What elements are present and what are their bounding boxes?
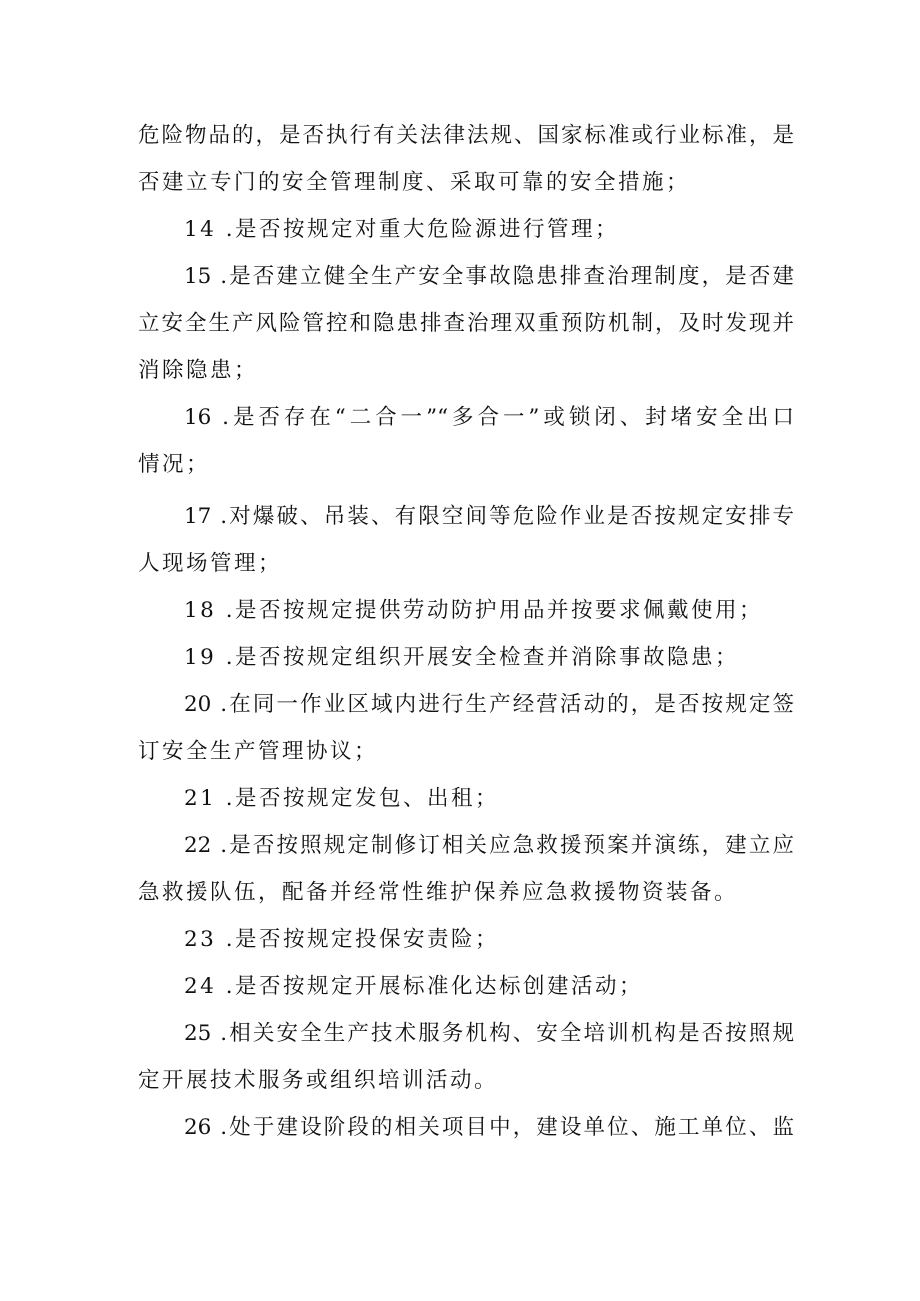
item-20: 20 .在同一作业区域内进行生产经营活动的，是否按规定签 [184,692,794,717]
item-14: 14 .是否按规定对重大危险源进行管理； [184,217,620,242]
text-line: 情况； [138,452,211,477]
item-19: 19 .是否按规定组织开展安全检查并消除事故隐患； [184,645,740,670]
item-25: 25 .相关安全生产技术服务机构、安全培训机构是否按照规 [184,1021,794,1046]
text-line: 定开展技术服务或组织培训活动。 [138,1068,499,1093]
item-17: 17 .对爆破、吊装、有限空间等危险作业是否按规定安排专 [184,504,794,529]
text-line: 订安全生产管理协议； [138,739,379,764]
item-18: 18 .是否按规定提供劳动防护用品并按要求佩戴使用； [184,598,764,623]
item-26: 26 .处于建设阶段的相关项目中，建设单位、施工单位、监 [184,1115,794,1140]
text-line: 急救援队伍，配备并经常性维护保养应急救援物资装备。 [138,880,739,905]
item-24: 24 .是否按规定开展标准化达标创建活动； [184,974,644,999]
item-15: 15 .是否建立健全生产安全事故隐患排查治理制度，是否建 [184,264,794,289]
item-22: 22 .是否按照规定制修订相关应急救援预案并演练，建立应 [184,833,794,858]
text-line: 消除隐患； [138,358,259,383]
item-23: 23 .是否按规定投保安责险； [184,927,500,952]
item-16: 16 .是否存在“二合一”“多合一”或锁闭、封堵安全出口 [184,405,794,430]
text-line: 人现场管理； [138,551,283,576]
item-21: 21 .是否按规定发包、出租； [184,786,500,811]
text-line: 立安全生产风险管控和隐患排查治理双重预防机制，及时发现并 [138,311,794,336]
text-line: 危险物品的，是否执行有关法律法规、国家标准或行业标准，是 [138,123,794,148]
text-line: 否建立专门的安全管理制度、采取可靠的安全措施； [138,170,691,195]
